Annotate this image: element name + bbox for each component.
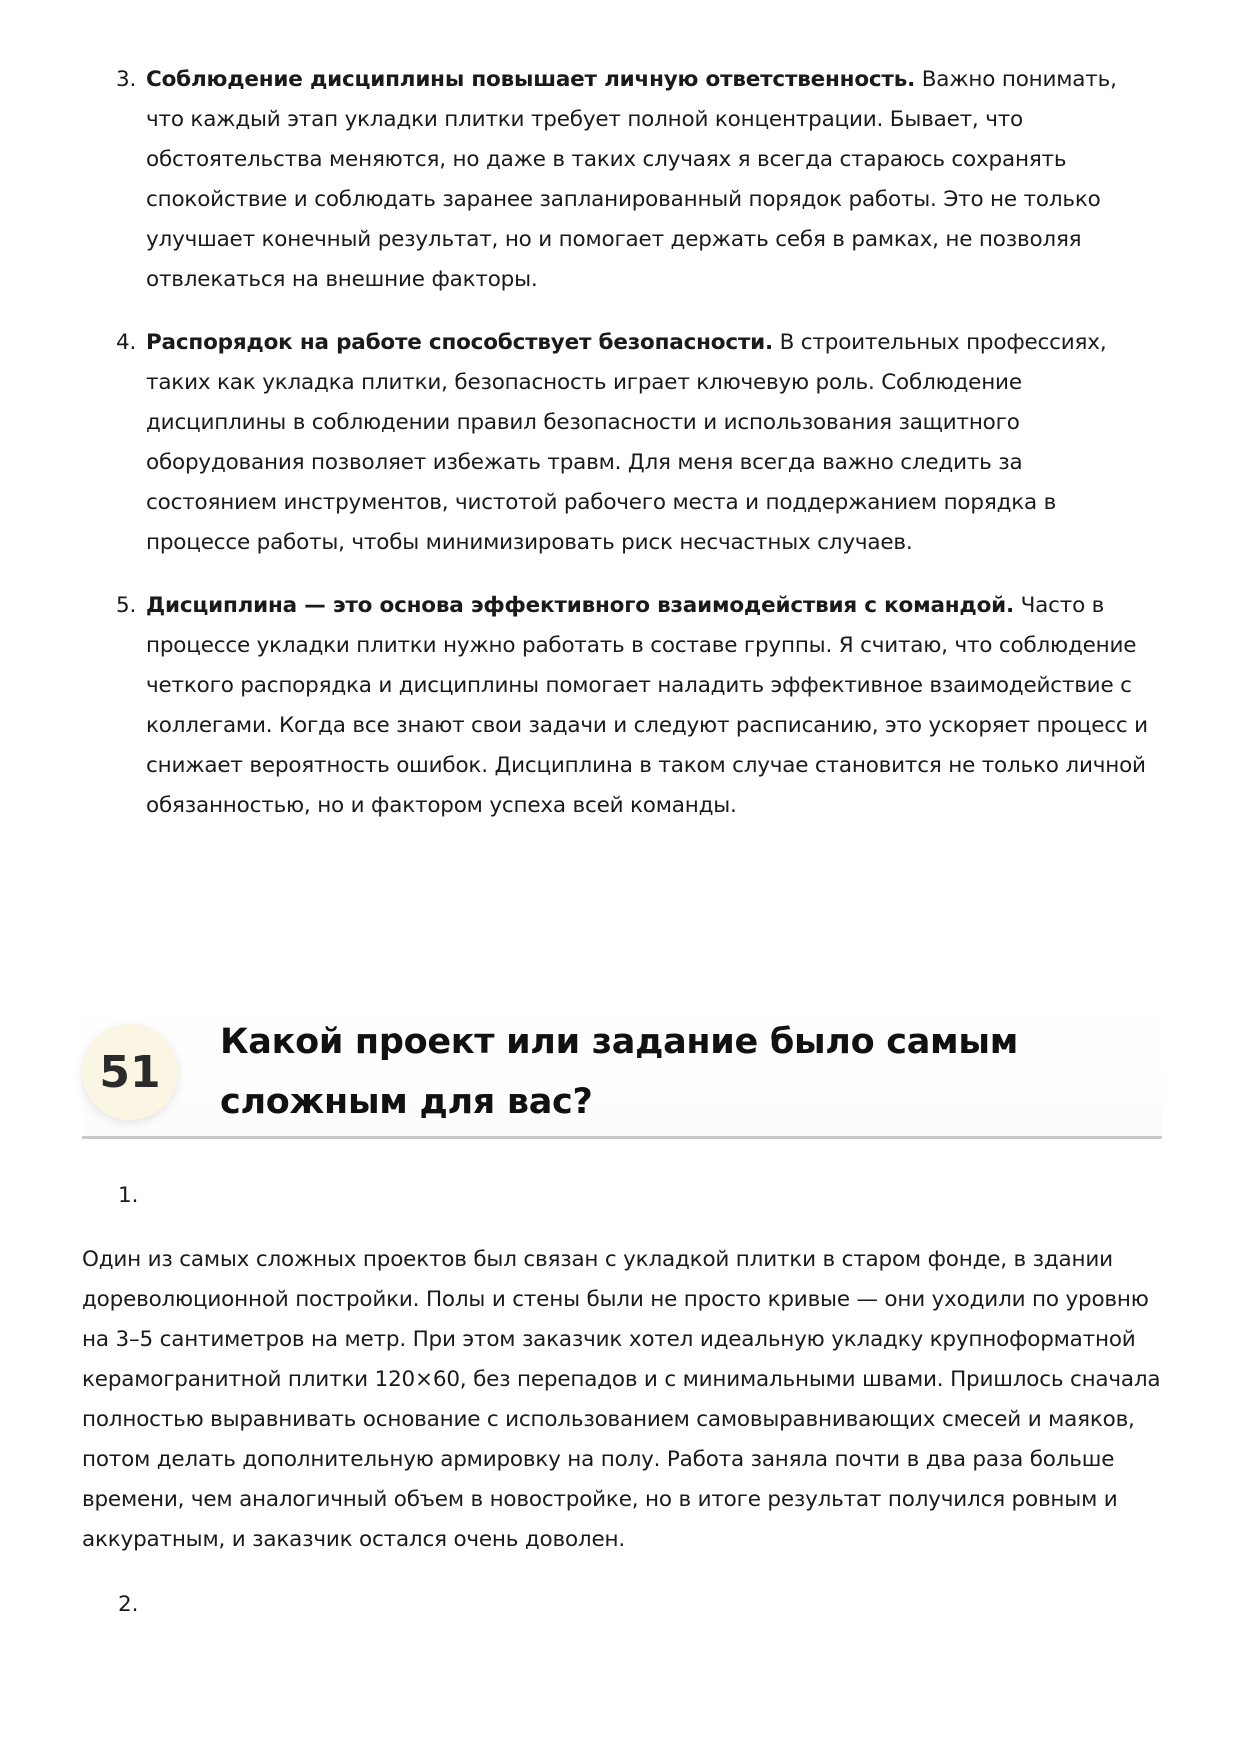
list-number: 5.	[116, 593, 137, 618]
list-item-body: Часто в процессе укладки плитки нужно работать в составе группы. Я считаю, что соблюдение четкого распорядка и дисциплины помогает наладить эффективное взаимодействие с коллегами. Когда все знают свои задачи и следуют расписанию, это ускоряет процесс и снижает вероятность ошибок. Дисциплина в таком случае становится не только личной обязанностью, но и фактором успеха всей команды.	[146, 593, 1148, 818]
list-item-5	[116, 586, 1156, 826]
question-number-badge: 51	[82, 1024, 178, 1120]
list-item-body: В строительных профессиях, таких как укладка плитки, безопасность играет ключевую роль. Соблюдение дисциплины в соблюдении правил безопасности и использования защитного оборудования позволяет избежать травм. Для меня всегда важно следить за состоянием инструментов, чистотой рабочего места и поддержанием порядка в процессе работы, чтобы минимизировать риск несчастных случаев.	[146, 330, 1107, 555]
list-item-heading: Дисциплина — это основа эффективного взаимодействия с командой.	[146, 593, 1014, 618]
question-header	[82, 1000, 1162, 1139]
list-item-heading: Распорядок на работе способствует безопасности.	[146, 330, 773, 355]
list-number: 4.	[116, 330, 137, 355]
answer-number-1: 1.	[118, 1183, 139, 1208]
list-number: 3.	[116, 67, 137, 92]
list-item-4	[116, 323, 1156, 563]
list-item-3	[116, 60, 1156, 300]
answer-paragraph-1: Один из самых сложных проектов был связан с укладкой плитки в старом фонде, в здании дореволюционной постройки. Полы и стены были не просто кривые — они уходили по уровню на 3–5 сантиметров на метр. При этом заказчик хотел идеальную укладку крупноформатной керамогранитной плитки 120×60, без перепадов и с минимальными швами. Пришлось сначала полностью выравнивать основание с использованием самовыравнивающих смесей и маяков, потом делать дополнительную армировку на полу. Работа заняла почти в два раза больше времени, чем аналогичный объем в новостройке, но в итоге результат получился ровным и аккуратным, и заказчик остался очень доволен.	[82, 1247, 1161, 1552]
list-item-heading: Соблюдение дисциплины повышает личную ответственность.	[146, 67, 916, 92]
list-item-body: Важно понимать, что каждый этап укладки плитки требует полной концентрации. Бывает, что обстоятельства меняются, но даже в таких случаях я всегда стараюсь сохранять спокойствие и соблюдать заранее запланированный порядок работы. Это не только улучшает конечный результат, но и помогает держать себя в рамках, не позволяя отвлекаться на внешние факторы.	[146, 67, 1117, 292]
answer-number-2: 2.	[118, 1592, 139, 1617]
question-title: Какой проект или задание было самым сложным для вас?	[220, 1022, 1019, 1122]
